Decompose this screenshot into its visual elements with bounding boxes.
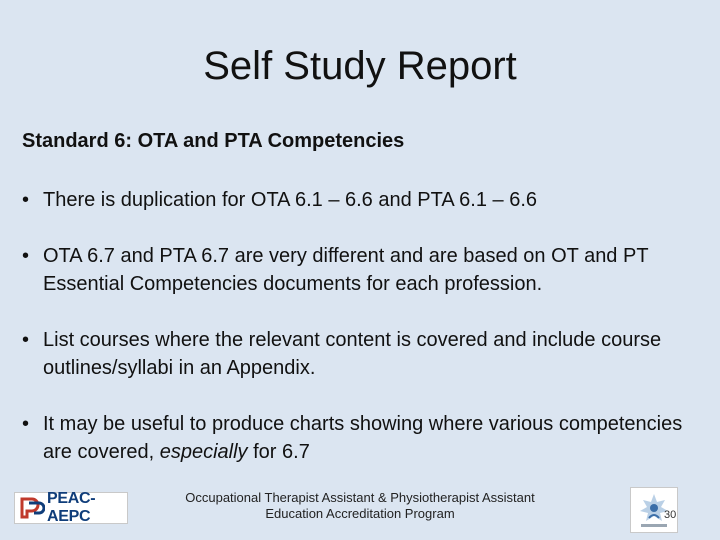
bullet-item [22, 242, 702, 298]
bullet-text: There is duplication for OTA 6.1 – 6.6 and PTA 6.1 – 6.6 [43, 189, 537, 211]
slide-subtitle: Standard 6: OTA and PTA Competencies [22, 130, 405, 152]
bullet-text: OTA 6.7 and PTA 6.7 are very different and are based on OT and PT Essential Competencies documents for each profession. [43, 245, 649, 295]
peac-logo-icon [19, 496, 45, 520]
bullet-item [22, 186, 702, 214]
peac-logo-text: PEAC-AEPC [47, 490, 96, 525]
page-number: 30 [664, 509, 677, 521]
bullet-glyph: • [22, 329, 30, 351]
bullet-glyph: • [22, 245, 30, 267]
footer-text [160, 490, 560, 522]
bullet-glyph: • [22, 189, 30, 211]
footer-line-1: Occupational Therapist Assistant & Physiotherapist Assistant [185, 490, 535, 505]
bullet-item [22, 410, 702, 466]
slide-title: Self Study Report [203, 44, 517, 88]
bullet-text [43, 413, 682, 463]
bullet-text-part: It may be useful to produce charts showing where various competencies are covered, [43, 413, 683, 463]
bullet-glyph: • [22, 413, 30, 435]
bullet-text-part: for 6.7 [247, 441, 310, 463]
peac-logo [14, 492, 128, 524]
footer-line-2: Education Accreditation Program [265, 506, 455, 521]
bullet-item [22, 326, 702, 382]
bullet-list [22, 186, 702, 494]
bullet-text: List courses where the relevant content is covered and include course outlines/syllabi in an Appendix. [43, 329, 662, 379]
bullet-text-emphasis: especially [159, 441, 248, 463]
